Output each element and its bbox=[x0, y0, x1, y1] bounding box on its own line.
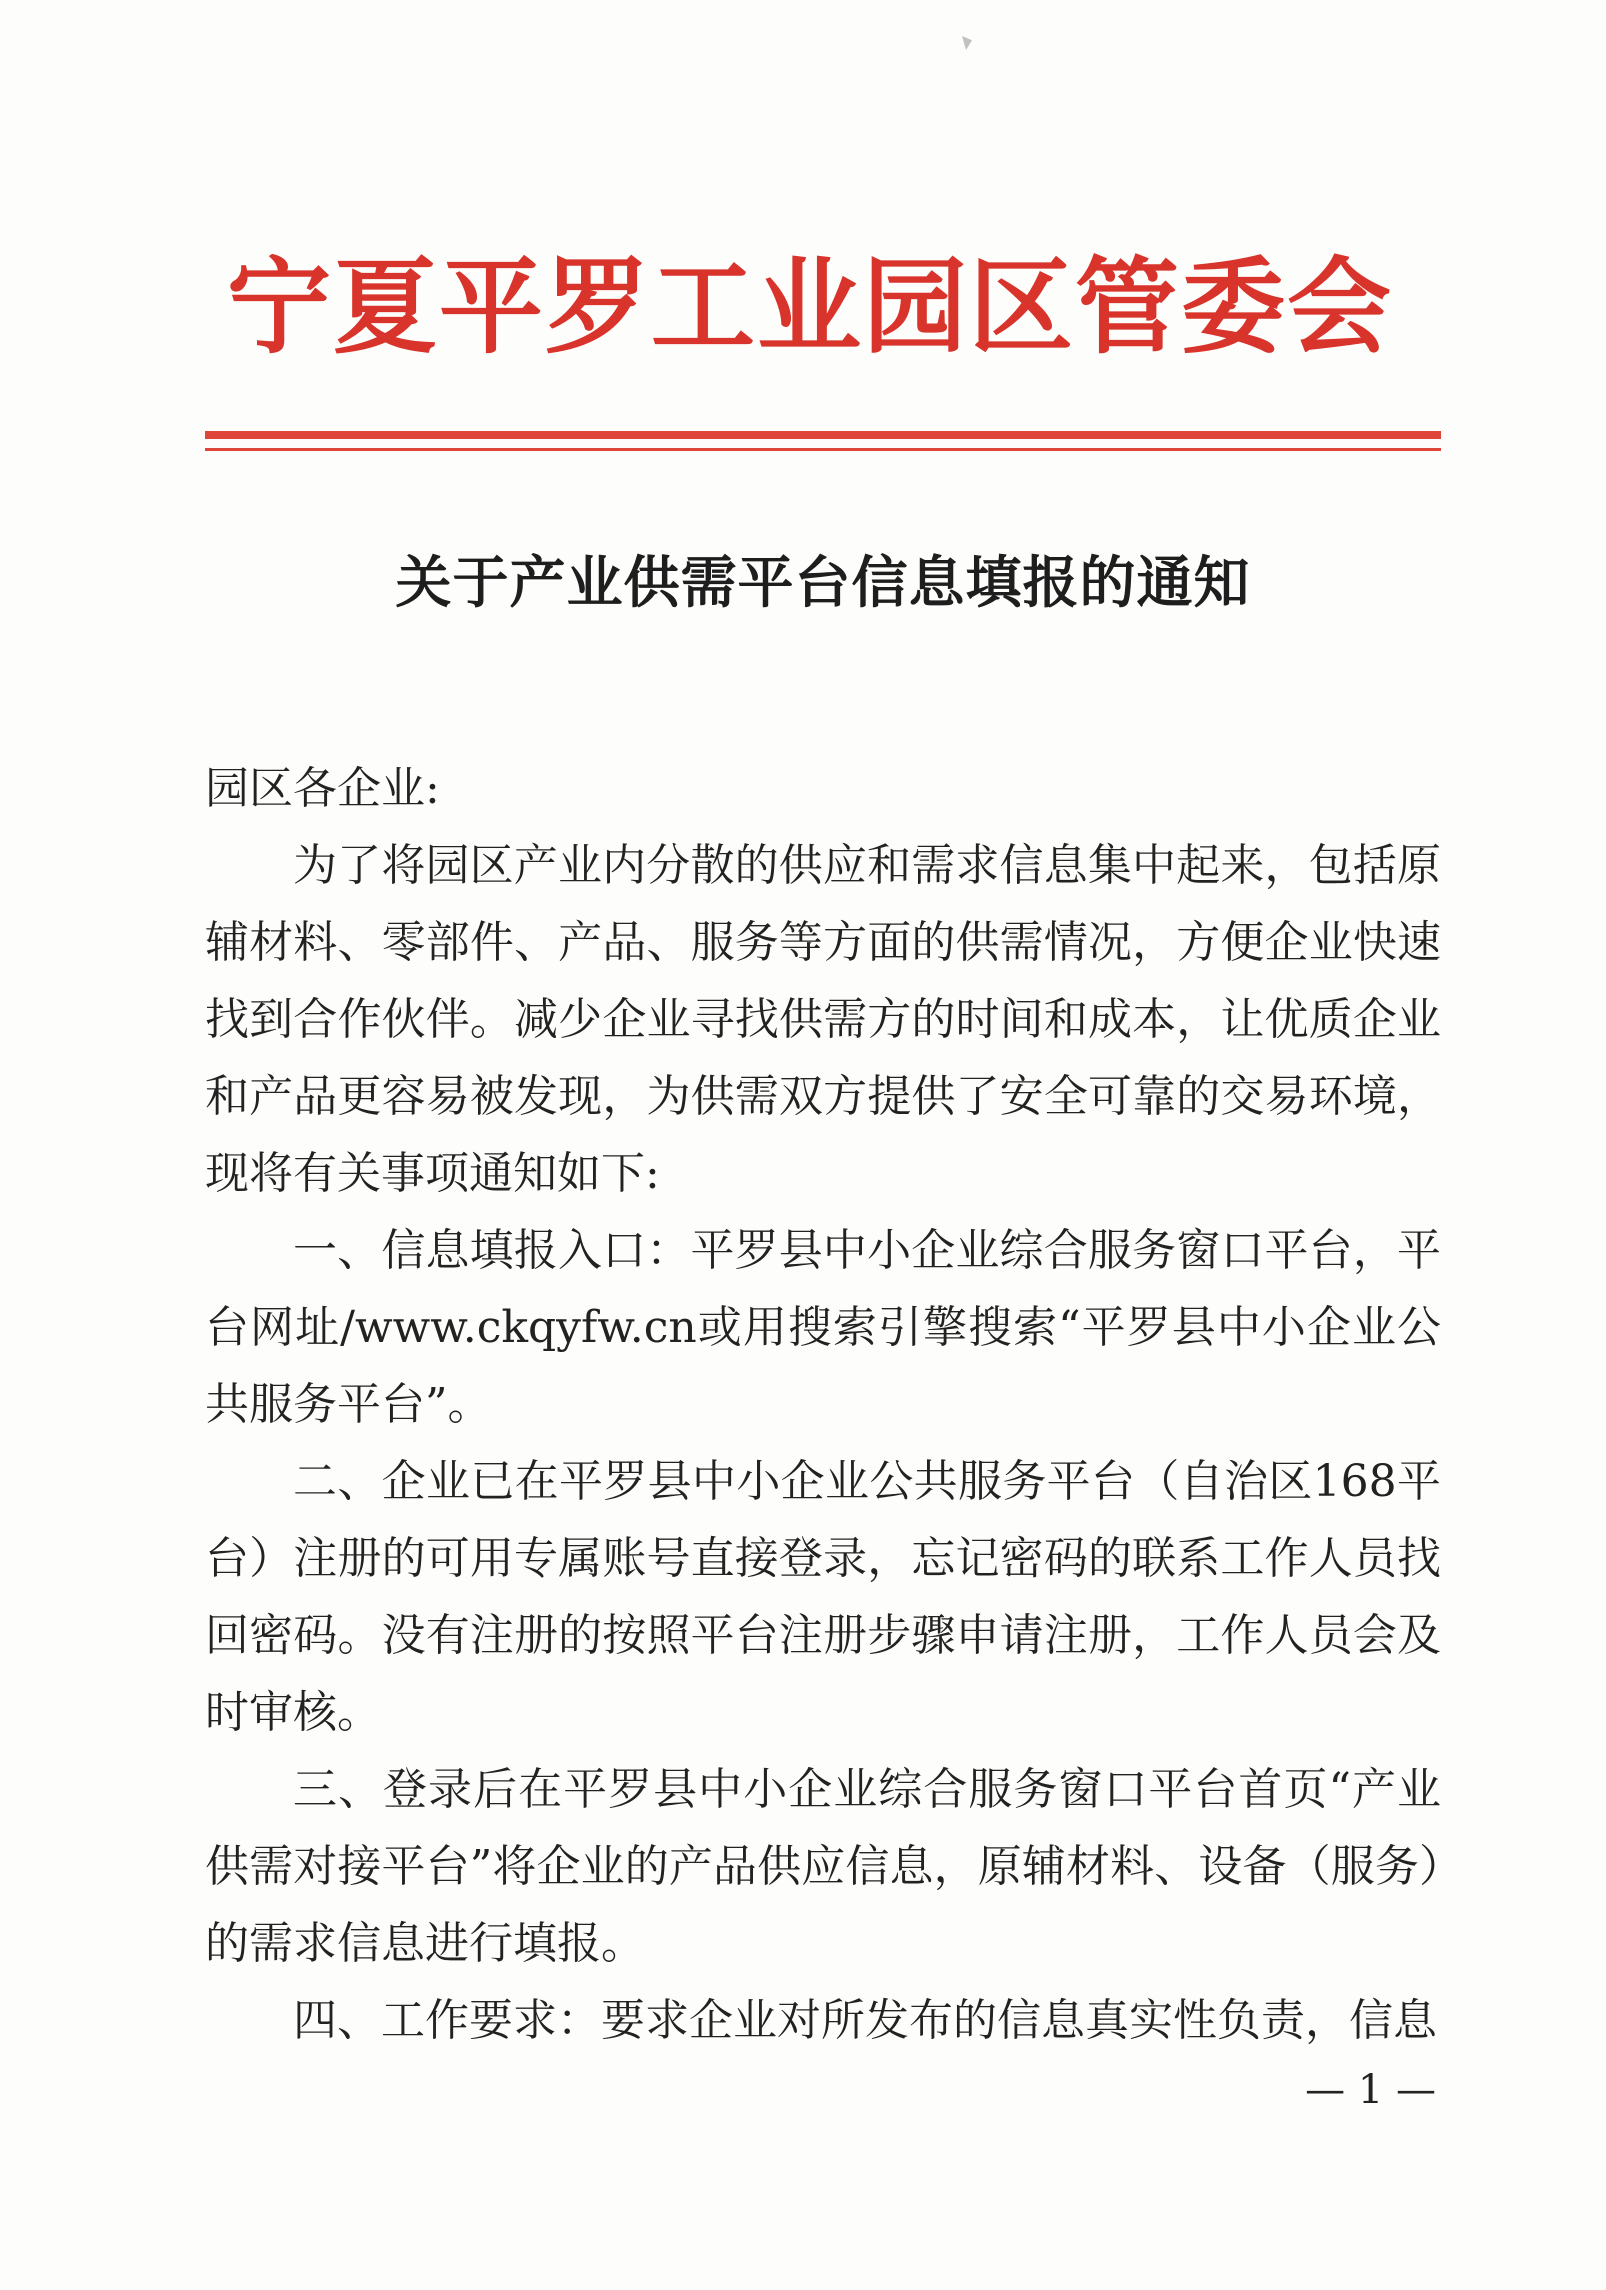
letterhead-org-name: 宁夏平罗工业园区管委会 bbox=[226, 245, 1393, 368]
salutation: 园区各企业: bbox=[205, 763, 440, 814]
paragraph-item-2: 二、企业已在平罗县中小企业公共服务平台（自治区168平台）注册的可用专属账号直接登录，忘记密码的联系工作人员找回密码。没有注册的按照平台注册步骤申请注册，工作人员会及时审核。 bbox=[205, 1456, 1441, 1738]
document-title: 关于产业供需平台信息填报的通知 bbox=[395, 550, 1251, 616]
paragraph-item-1: 一、信息填报入口：平罗县中小企业综合服务窗口平台，平台网址/www.ckqyfw.cn或用搜索引擎搜索“平罗县中小企业公共服务平台”。 bbox=[205, 1225, 1441, 1430]
document-body bbox=[205, 750, 1441, 2059]
letterhead-rule-thick bbox=[205, 431, 1441, 439]
paragraph-item-3: 三、登录后在平罗县中小企业综合服务窗口平台首页“产业供需对接平台”将企业的产品供应信息，原辅材料、设备（服务）的需求信息进行填报。 bbox=[205, 1764, 1441, 1969]
letterhead-rule-thin bbox=[205, 448, 1441, 451]
page-number: — 1 — bbox=[1305, 2067, 1436, 2113]
paragraph-item-4: 四、工作要求：要求企业对所发布的信息真实性负责，信息 bbox=[293, 1995, 1437, 2046]
scan-speck bbox=[962, 36, 972, 50]
paragraph-intro: 为了将园区产业内分散的供应和需求信息集中起来，包括原辅材料、零部件、产品、服务等方面的供需情况，方便企业快速找到合作伙伴。减少企业寻找供需方的时间和成本，让优质企业和产品更容易被发现，为供需双方提供了安全可靠的交易环境，现将有关事项通知如下: bbox=[205, 840, 1441, 1199]
